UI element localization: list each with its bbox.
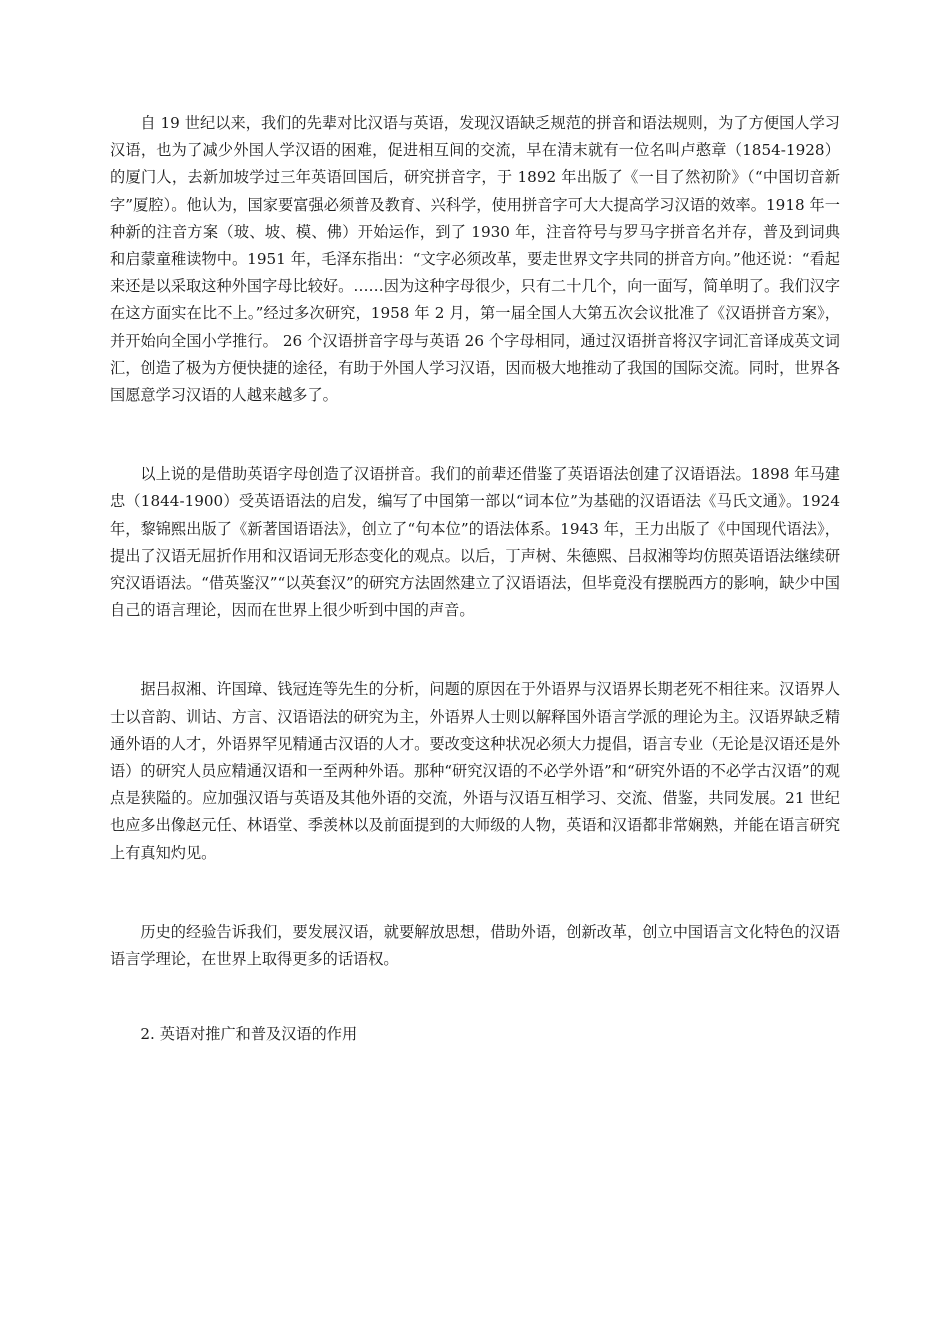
- section-heading: 2. 英语对推广和普及汉语的作用: [140, 1025, 358, 1044]
- paragraph-pinyin-history: 自 19 世纪以来，我们的先辈对比汉语与英语，发现汉语缺乏规范的拼音和语法规则，为了方便国人学习汉语，也为了减少外国人学汉语的困难，促进相互间的交流，早在清末就有一位名叫卢憨章（1854-1928）的厦门人，去新加坡学过三年英语回国后，研究拼音字，于 1892 年出版了《一目了然初阶》（“中国切音新字”厦腔）。他认为，国家要富强必须普及教育、兴科学，使用拼音字可大大提高学习汉语的效率。1918 年一种新的注音方案（玻、坡、模、佛）开始运作，到了 1930 年，注音符号与罗马字拼音名并存，普及到词典和启蒙童稚读物中。1951 年，毛泽东指出：“文字必须改革，要走世界文字共同的拼音方向。”他还说：“看起来还是以采取这种外国字母比较好。……因为这种字母很少，只有二十几个，向一面写，简单明了。我们汉字在这方面实在比不上。”经过多次研究，1958 年 2 月，第一届全国人大第五次会议批准了《汉语拼音方案》，并开始向全国小学推行。 26 个汉语拼音字母与英语 26 个字母相同，通过汉语拼音将汉字词汇音译成英文词汇，创造了极为方便快捷的途径，有助于外国人学习汉语，因而极大地推动了我国的国际交流。同时，世界各国愿意学习汉语的人越来越多了。: [110, 114, 840, 405]
- paragraph-analysis: 据吕叔湘、许国璋、钱冠连等先生的分析，问题的原因在于外语界与汉语界长期老死不相往来。汉语界人士以音韵、训诂、方言、汉语语法的研究为主，外语界人士则以解释国外语言学派的理论为主。汉语界缺乏精通外语的人才，外语界罕见精通古汉语的人才。要改变这种状况必须大力提倡，语言专业（无论是汉语还是外语）的研究人员应精通汉语和一至两种外语。那种“研究汉语的不必学外语”和“研究外语的不必学古汉语”的观点是狭隘的。应加强汉语与英语及其他外语的交流，外语与汉语互相学习、交流、借鉴，共同发展。21 世纪也应多出像赵元任、林语堂、季羡林以及前面提到的大师级的人物，英语和汉语都非常娴熟，并能在语言研究上有真知灼见。: [110, 680, 840, 862]
- document-page: [110, 110, 840, 1048]
- paragraph-grammar-history: 以上说的是借助英语字母创造了汉语拼音。我们的前辈还借鉴了英语语法创建了汉语语法。1898 年马建忠（1844-1900）受英语语法的启发，编写了中国第一部以“词本位”为基础的汉语语法《马氏文通》。1924 年，黎锦熙出版了《新著国语语法》，创立了“句本位”的语法体系。1943 年，王力出版了《中国现代语法》，提出了汉语无屈折作用和汉语词无形态变化的观点。以后，丁声树、朱德熙、吕叔湘等均仿照英语语法继续研究汉语语法。“借英鉴汉”“以英套汉”的研究方法固然建立了汉语语法，但毕竟没有摆脱西方的影响，缺少中国自己的语言理论，因而在世界上很少听到中国的声音。: [110, 465, 840, 620]
- paragraph-conclusion: 历史的经验告诉我们，要发展汉语，就要解放思想，借助外语，创新改革，创立中国语言文化特色的汉语语言学理论，在世界上取得更多的话语权。: [110, 922, 840, 969]
